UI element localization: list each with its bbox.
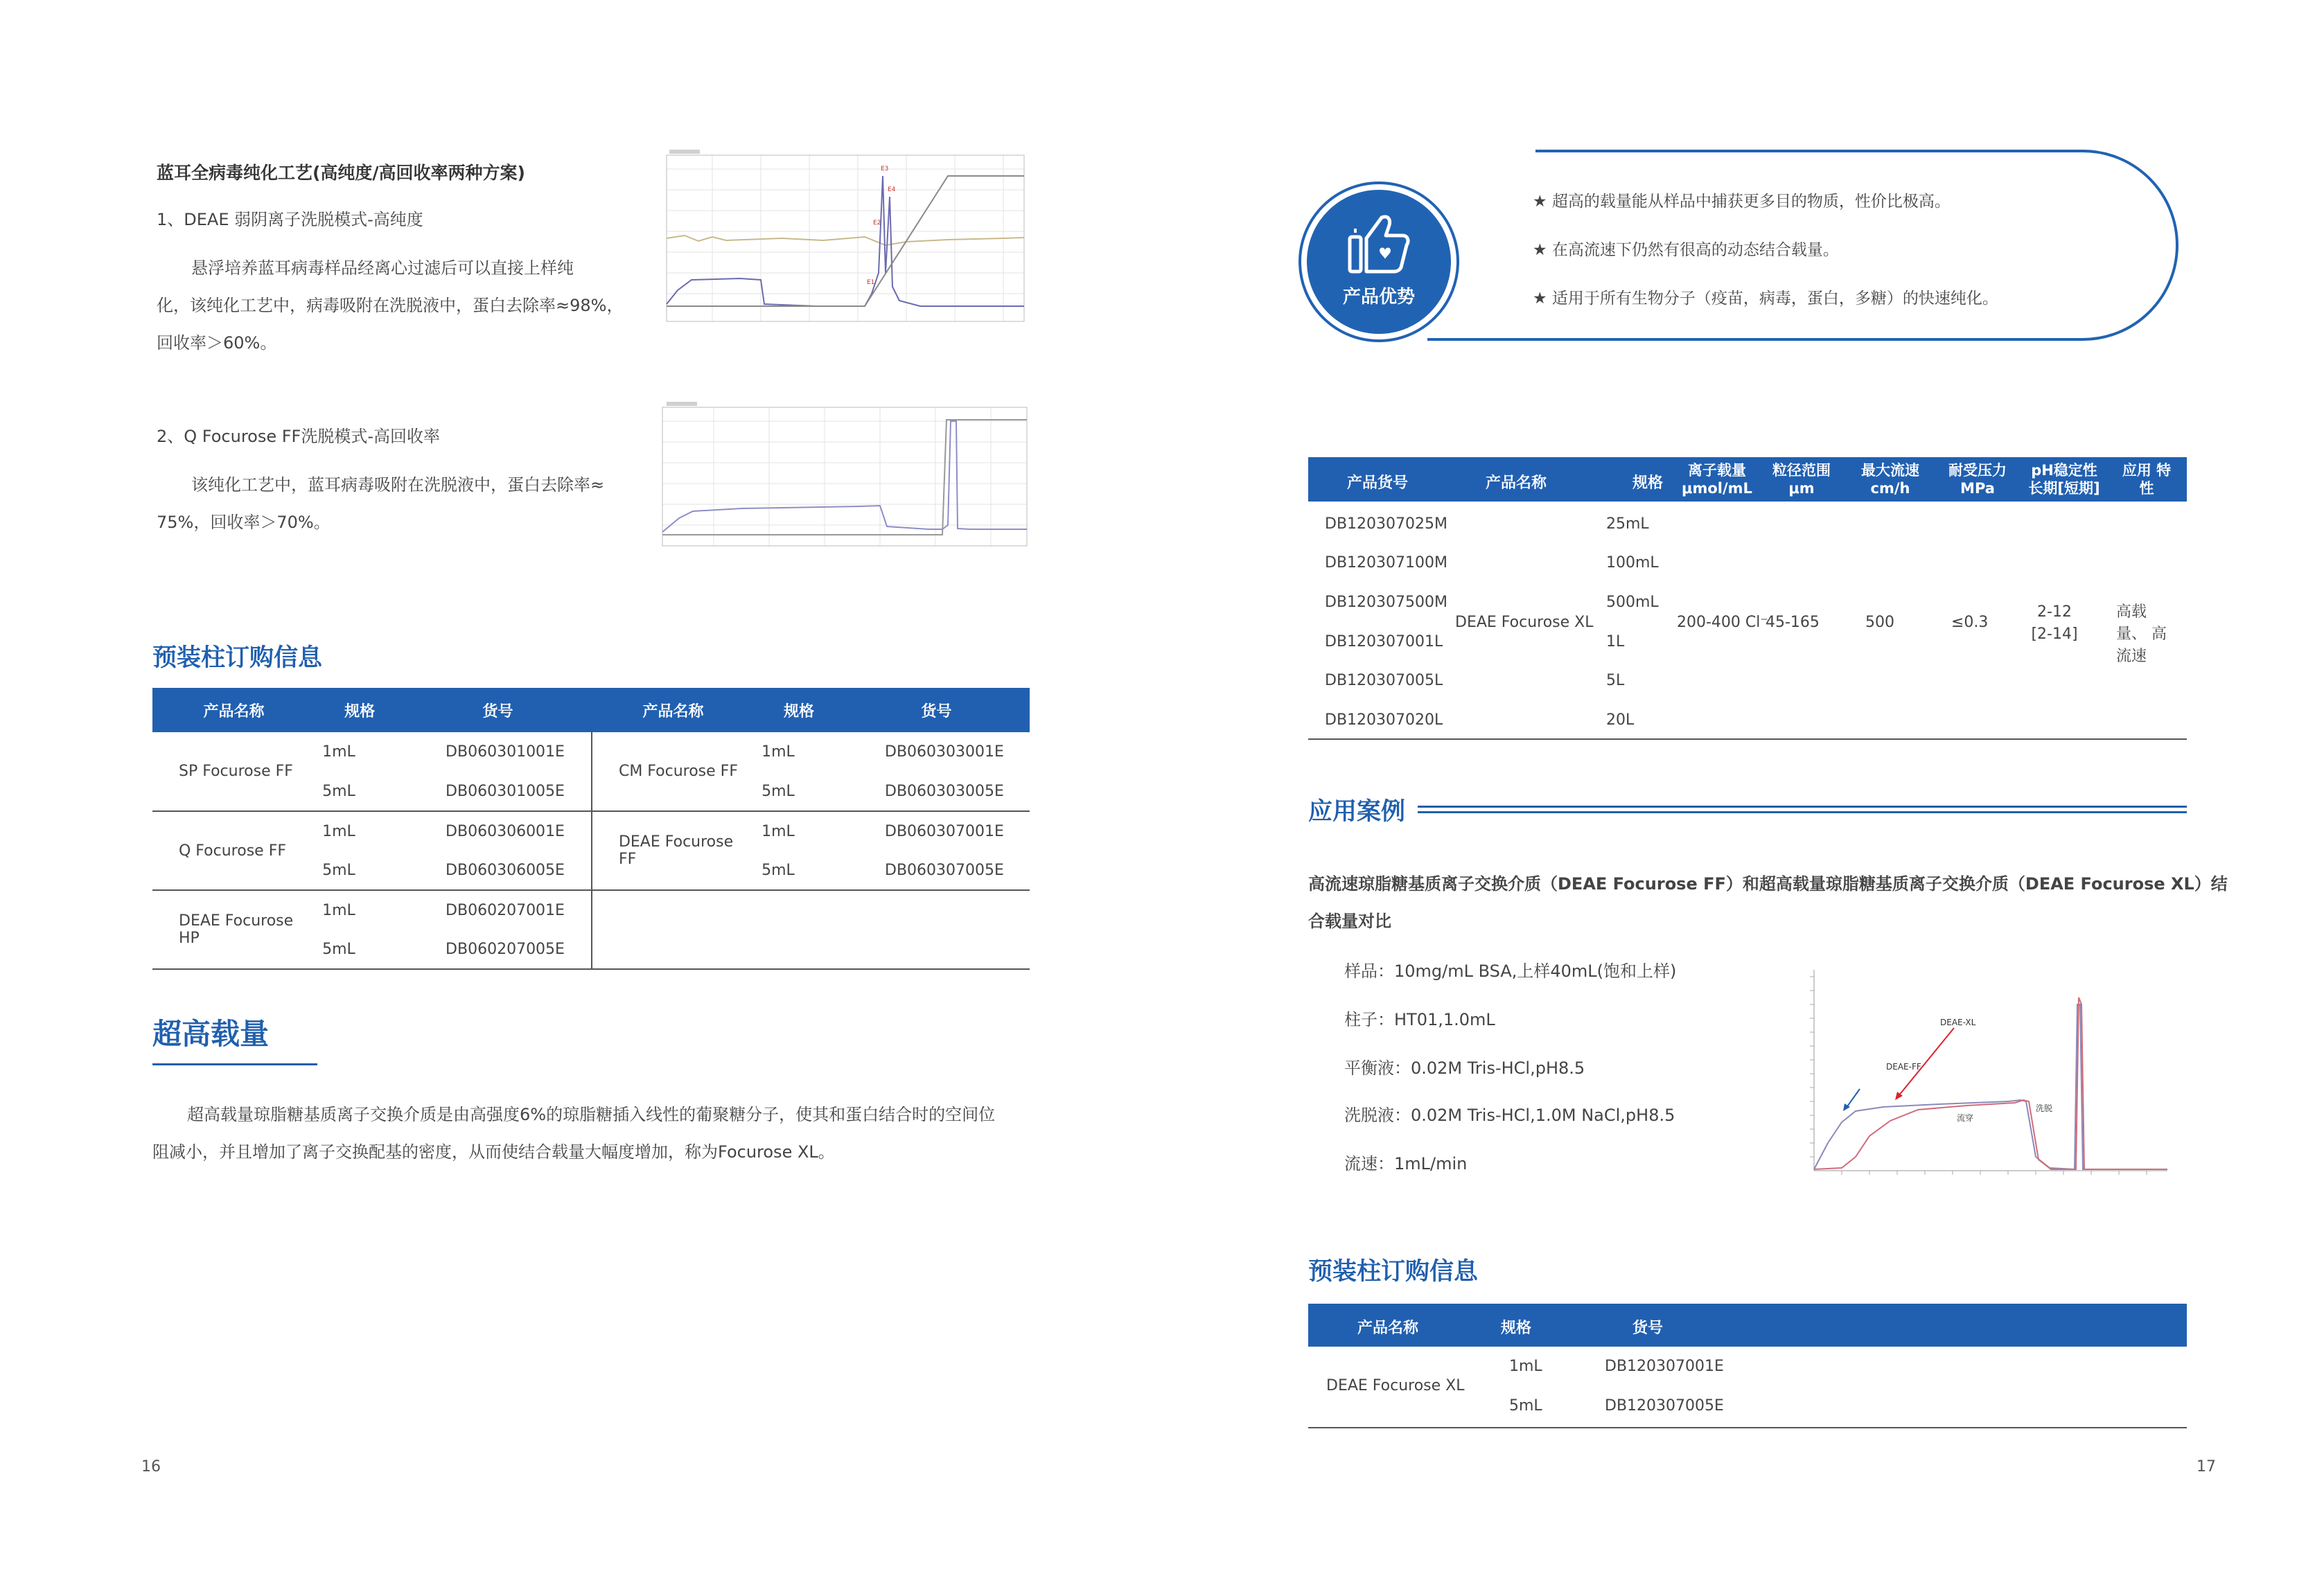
spec-application: 高载量、 高流速 [2116, 603, 2167, 665]
mode1-line-3: 回收率＞60%。 [157, 333, 277, 353]
capacity-line-1: 超高载量琼脂糖基质离子交换介质是由高强度6%的琼脂糖插入线性的葡聚糖分子，使其和蛋白结合时的空间位 [187, 1105, 996, 1124]
spec-table-header [1308, 457, 2187, 502]
table-cell: 1mL [762, 822, 795, 840]
th: 规格 [315, 688, 404, 732]
table-cell: 5mL [762, 782, 795, 800]
spec-flow: 500 [1865, 614, 1894, 631]
advantage-item: ★ 超高的载量能从样品中捕获更多目的物质，性价比极高。 [1533, 193, 1951, 211]
table-cell: 1mL [322, 822, 355, 840]
th: 货号 [843, 688, 1030, 732]
order-title-right: 预装柱订购信息 [1308, 1258, 1479, 1286]
th: 产品货号 [1308, 471, 1447, 493]
capacity-line-2: 阻减小，并且增加了离子交换配基的密度，从而使结合载量大幅度增加，称为Focurose XL。 [152, 1142, 835, 1162]
label-elution: 洗脱 [2036, 1103, 2053, 1113]
th: 货号 [1565, 1316, 1731, 1338]
spec-size: 20L [1606, 711, 1635, 729]
order-table-right-bottom-rule [1308, 1427, 2187, 1428]
spec-capacity: 200-400 Cl⁻ [1677, 614, 1768, 631]
spec-code: DB120307001L [1325, 633, 1443, 650]
spec-ph: 2-12 [2-14] [2031, 603, 2078, 643]
process-title: 蓝耳全病毒纯化工艺(高纯度/高回收率两种方案) [157, 163, 525, 183]
table-cell: DB060303005E [885, 782, 1004, 800]
order-right-spec: 5mL [1509, 1397, 1542, 1415]
table-cell: 1mL [762, 743, 795, 761]
capacity-title: 超高载量 [152, 1017, 270, 1051]
spec-size: 100mL [1606, 554, 1659, 571]
spec-size: 5L [1606, 672, 1625, 689]
page-number-left: 16 [141, 1458, 161, 1475]
th: 最大流速 cm/h [1856, 461, 1925, 497]
peak-label: E4 [888, 186, 896, 193]
capacity-title-underline [152, 1063, 317, 1065]
table-cell: 1mL [322, 743, 355, 761]
binding-capacity-chart [1800, 963, 2174, 1185]
table-cell: 1mL [322, 901, 355, 919]
mode2-title: 2、Q Focurose FF洗脱模式-高回收率 [157, 427, 441, 446]
th: pH稳定性 长期[短期] [2023, 461, 2105, 497]
spec-size: 25mL [1606, 515, 1649, 533]
case-heading-2: 合载量对比 [1308, 912, 1391, 931]
spec-table-bottom-rule [1308, 738, 2187, 740]
table-cell: Q Focurose FF [152, 811, 315, 890]
table-cell: DB060303001E [885, 743, 1004, 761]
spec-name: DEAE Focurose XL [1455, 614, 1594, 631]
condition-item: 样品：10mg/mL BSA,上样40mL(饱和上样) [1344, 961, 1677, 981]
spec-size: 1L [1606, 633, 1625, 650]
order-right-code: DB120307001E [1605, 1358, 1724, 1375]
mode2-line-1: 该纯化工艺中，蓝耳病毒吸附在洗脱液中，蛋白去除率≈ [191, 475, 605, 495]
table-cell [755, 930, 843, 969]
th: 产品名称 [1447, 471, 1585, 493]
th: 货号 [404, 688, 592, 732]
table-cell: CM Focurose FF [592, 732, 755, 811]
order-title-left: 预装柱订购信息 [152, 644, 323, 672]
table-cell: DEAE Focurose HP [152, 890, 315, 969]
spec-size: 500mL [1606, 594, 1659, 611]
spec-code: DB120307025M [1325, 515, 1447, 533]
th: 耐受压力 MPa [1942, 461, 2014, 497]
peak-label: E2 [873, 220, 881, 227]
table-cell: DB060306001E [404, 811, 592, 851]
th: 规格 [1468, 1316, 1565, 1338]
table-cell [592, 890, 755, 969]
table-cell: 5mL [322, 940, 355, 958]
table-cell: DEAE Focurose FF [592, 811, 755, 890]
th: 产品名称 [592, 688, 755, 732]
th: 产品名称 [152, 688, 315, 732]
table-cell [843, 890, 1030, 930]
table-cell: 5mL [322, 782, 355, 800]
table-cell [843, 930, 1030, 969]
table-cell: DB060306005E [404, 851, 592, 890]
th: 应用 特性 [2119, 461, 2174, 497]
advantage-item: ★ 在高流速下仍然有很高的动态结合载量。 [1533, 241, 1839, 259]
spec-code: DB120307100M [1325, 554, 1447, 571]
order-table-left [152, 688, 1030, 970]
table-cell: 5mL [762, 861, 795, 879]
table-cell: DB060307001E [885, 822, 1004, 840]
table-cell: 5mL [322, 861, 355, 879]
thumbs-up-icon [1346, 211, 1412, 277]
advantage-label: 产品优势 [1342, 287, 1415, 308]
condition-item: 柱子：HT01,1.0mL [1344, 1010, 1495, 1029]
page-number-right: 17 [2197, 1458, 2216, 1475]
th: 规格 [1613, 471, 1682, 493]
spec-code: DB120307500M [1325, 594, 1447, 611]
condition-item: 流速：1mL/min [1344, 1154, 1468, 1173]
table-cell: DB060301005E [404, 772, 592, 811]
case-rule-1 [1418, 806, 2187, 808]
spec-particle: 45-165 [1766, 614, 1820, 631]
table-cell: DB060301001E [404, 732, 592, 772]
th: 粒径范围 μm [1764, 461, 1839, 497]
th: 离子载量 μmol/mL [1682, 462, 1752, 497]
table-cell: DB060207001E [404, 890, 592, 930]
table-cell: SP Focurose FF [152, 732, 315, 811]
mode1-line-2: 化，该纯化工艺中，病毒吸附在洗脱液中，蛋白去除率≈98%， [157, 296, 624, 315]
label-deae-ff: DEAE-FF [1886, 1062, 1921, 1072]
label-flowthrough: 流穿 [1957, 1113, 1974, 1123]
order-right-spec: 1mL [1509, 1358, 1542, 1375]
peak-label: E1 [867, 279, 875, 286]
case-rule-2 [1418, 811, 2187, 813]
chromatogram-deae [657, 148, 1031, 335]
mode2-line-2: 75%，回收率＞70%。 [157, 513, 331, 532]
table-cell: DB060307005E [885, 861, 1004, 879]
table-cell [755, 890, 843, 930]
mode1-line-1: 悬浮培养蓝耳病毒样品经离心过滤后可以直接上样纯 [191, 258, 574, 278]
mode1-title: 1、DEAE 弱阴离子洗脱模式-高纯度 [157, 210, 423, 229]
spec-code: DB120307005L [1325, 672, 1443, 689]
advantage-item: ★ 适用于所有生物分子（疫苗，病毒，蛋白，多糖）的快速纯化。 [1533, 290, 1998, 308]
order-right-code: DB120307005E [1605, 1397, 1724, 1415]
order-table-right-header [1308, 1304, 2187, 1347]
th: 规格 [755, 688, 843, 732]
condition-item: 平衡液：0.02M Tris-HCl,pH8.5 [1344, 1058, 1585, 1078]
chromatogram-q [651, 400, 1034, 558]
case-title: 应用案例 [1308, 798, 1406, 826]
label-deae-xl: DEAE-XL [1940, 1018, 1976, 1027]
spec-code: DB120307020L [1325, 711, 1443, 729]
spec-pressure: ≤0.3 [1951, 614, 1989, 631]
peak-label: E3 [881, 166, 889, 172]
condition-item: 洗脱液：0.02M Tris-HCl,1.0M NaCl,pH8.5 [1344, 1106, 1675, 1125]
table-cell: DB060207005E [404, 930, 592, 969]
order-right-name: DEAE Focurose XL [1326, 1377, 1465, 1394]
th: 产品名称 [1308, 1316, 1468, 1338]
case-heading-1: 高流速琼脂糖基质离子交换介质（DEAE Focurose FF）和超高载量琼脂糖基质离子交换介质（DEAE Focurose XL）结 [1308, 874, 2228, 894]
